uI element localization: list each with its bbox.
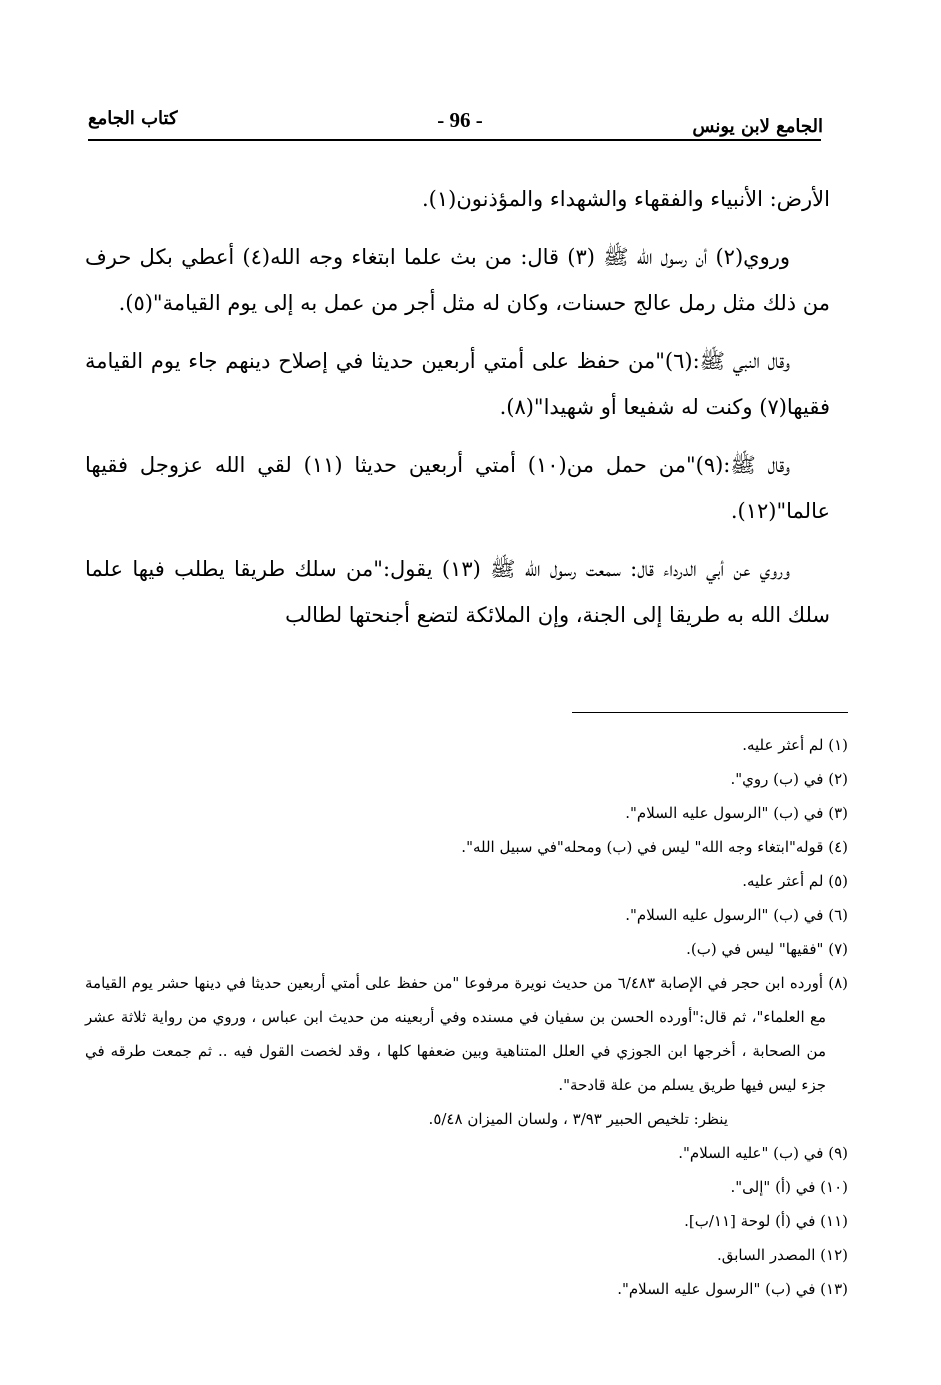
header-book-title: الجامع لابن يونس xyxy=(692,116,823,137)
footnote-1: (١) لم أعثر عليه. xyxy=(742,736,848,754)
footnote-13: (١٣) في (ب) "الرسول عليه السلام". xyxy=(617,1280,848,1298)
main-text xyxy=(85,176,830,650)
header-rule xyxy=(88,139,821,141)
footnote-5: (٥) لم أعثر عليه. xyxy=(742,872,848,890)
footnote-12: (١٢) المصدر السابق. xyxy=(716,1246,848,1264)
footnotes xyxy=(85,728,848,1306)
footnote-3: (٣) في (ب) "الرسول عليه السلام". xyxy=(625,804,848,822)
paragraph-5: وروي عن أبي الدرداء قال: سمعت رسول الله ﷺ (١٣) يقول:"من سلك طريقا يطلب فيها علما سلك الله به طريقا إلى الجنة، وإن الملائكة لتضع أجنحتها لطالب xyxy=(85,557,830,627)
paragraph-3: وقال النبي ﷺ:(٦)"من حفظ على أمتي أربعين حديثا في إصلاح دينهم جاء يوم القيامة فقيها(٧) وكنت له شفيعا أو شهيدا"(٨). xyxy=(85,349,830,419)
footnote-2: (٢) في (ب) روي". xyxy=(730,770,848,788)
footnote-8-reference: ينظر: تلخيص الحبير ٣/٩٣ ، ولسان الميزان ٥/٤٨. xyxy=(428,1110,728,1128)
footnote-11: (١١) في (أ) لوحة [١١/ب]. xyxy=(684,1212,848,1230)
paragraph-2: وروي(٢) أن رسول الله ﷺ (٣) قال: من بث علما ابتغاء وجه الله(٤) أعطي بكل حرف من ذلك مثل رمل عالج حسنات، وكان له مثل أجر من عمل به إلى يوم القيامة"(٥). xyxy=(85,245,830,315)
paragraph-1: الأرض: الأنبياء والفقهاء والشهداء والمؤذنون(١). xyxy=(422,187,830,211)
header-section-title: كتاب الجامع xyxy=(88,108,178,129)
footnote-9: (٩) في (ب) "عليه السلام". xyxy=(678,1144,848,1162)
footnote-rule xyxy=(572,712,848,713)
paragraph-4: وقال ﷺ:(٩)"من حمل من(١٠) أمتي أربعين حديثا (١١) لقي الله عزوجل فقيها عالما"(١٢). xyxy=(85,453,830,523)
footnote-10: (١٠) في (أ) "إلى". xyxy=(730,1178,848,1196)
footnote-4: (٤) قوله"ابتغاء وجه الله" ليس في (ب) ومحله"في سبيل الله". xyxy=(461,838,848,856)
footnote-6: (٦) في (ب) "الرسول عليه السلام". xyxy=(625,906,848,924)
footnote-7: (٧) "فقيها" ليس في (ب). xyxy=(686,940,848,958)
footnote-8: (٨) أورده ابن حجر في الإصابة ٦/٤٨٣ من حديث نويرة مرفوعا "من حفظ على أمتي أربعين حديثا في دينها حشر يوم القيامة مع العلماء"، ثم قال:"أورده الحسن بن سفيان في مسنده وفي أربعينه من حديث ابن عباس ، وروي من رواية ثلاثة عشر من الصحابة ، أخرجها ابن الجوزي في العلل المتناهية وبين ضعفها كلها ، وقد لخصت القول فيه .. ثم جمعت طرقه في جزء ليس فيها طريق يسلم من علة قادحة". xyxy=(85,974,848,1094)
page-number: - 96 - xyxy=(437,108,483,132)
